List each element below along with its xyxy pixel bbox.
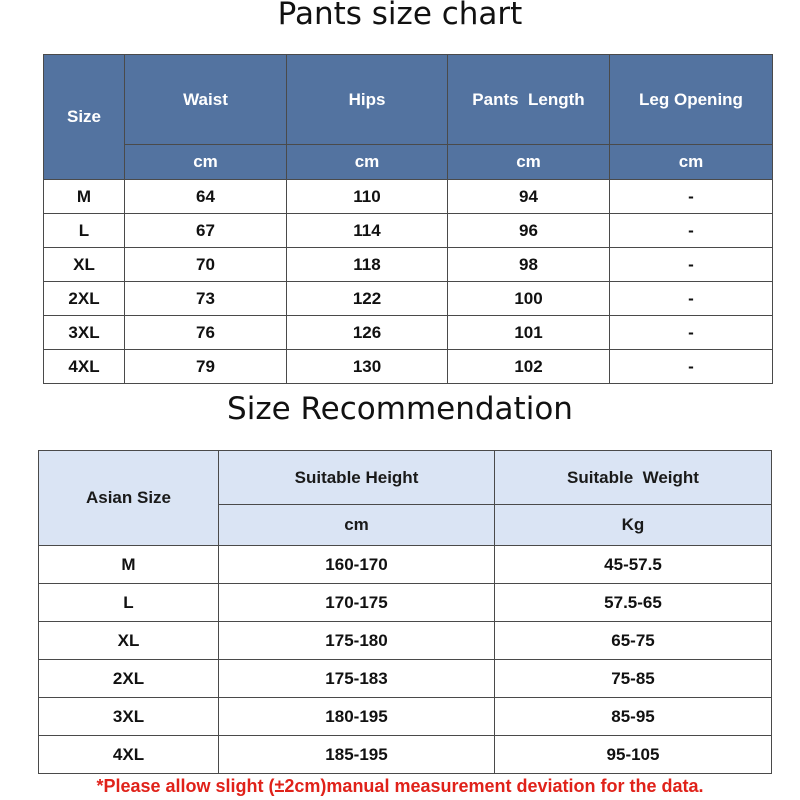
height-cell: 170-175 xyxy=(219,584,495,622)
waist-unit: cm xyxy=(125,145,287,180)
leg-opening-cell: - xyxy=(610,214,773,248)
table-row xyxy=(39,584,772,622)
asian-size-column-header: Asian Size xyxy=(39,451,219,546)
pants-length-column-header: Pants Length xyxy=(448,55,610,145)
height-column-header: Suitable Height xyxy=(219,451,495,505)
weight-unit: Kg xyxy=(495,505,772,546)
table-row xyxy=(44,282,773,316)
size-cell: 2XL xyxy=(39,660,219,698)
size-cell: M xyxy=(44,180,125,214)
table-row xyxy=(39,736,772,774)
pants-length-cell: 94 xyxy=(448,180,610,214)
size-chart-title: Pants size chart xyxy=(277,0,523,32)
hips-unit: cm xyxy=(287,145,448,180)
table-row xyxy=(39,698,772,736)
waist-cell: 79 xyxy=(125,350,287,384)
leg-opening-cell: - xyxy=(610,316,773,350)
table-row xyxy=(44,248,773,282)
size-recommendation-table xyxy=(38,450,772,774)
weight-column-header: Suitable Weight xyxy=(495,451,772,505)
hips-cell: 122 xyxy=(287,282,448,316)
leg-opening-column-header: Leg Opening xyxy=(610,55,773,145)
size-cell: L xyxy=(39,584,219,622)
hips-cell: 118 xyxy=(287,248,448,282)
hips-cell: 110 xyxy=(287,180,448,214)
pants-length-cell: 101 xyxy=(448,316,610,350)
weight-cell: 85-95 xyxy=(495,698,772,736)
weight-cell: 65-75 xyxy=(495,622,772,660)
recommendation-title: Size Recommendation xyxy=(227,391,573,427)
table-row xyxy=(39,622,772,660)
hips-cell: 126 xyxy=(287,316,448,350)
waist-cell: 67 xyxy=(125,214,287,248)
size-cell: 4XL xyxy=(44,350,125,384)
weight-cell: 45-57.5 xyxy=(495,546,772,584)
size-cell: 3XL xyxy=(44,316,125,350)
height-cell: 175-183 xyxy=(219,660,495,698)
table-row xyxy=(44,180,773,214)
height-cell: 160-170 xyxy=(219,546,495,584)
hips-cell: 130 xyxy=(287,350,448,384)
table-row xyxy=(39,546,772,584)
size-cell: XL xyxy=(44,248,125,282)
leg-opening-cell: - xyxy=(610,248,773,282)
height-cell: 185-195 xyxy=(219,736,495,774)
pants-length-cell: 102 xyxy=(448,350,610,384)
measurement-deviation-note: *Please allow slight (±2cm)manual measurement deviation for the data. xyxy=(96,776,704,796)
size-cell: 4XL xyxy=(39,736,219,774)
waist-column-header: Waist xyxy=(125,55,287,145)
size-cell: L xyxy=(44,214,125,248)
weight-cell: 75-85 xyxy=(495,660,772,698)
table-row xyxy=(44,350,773,384)
leg-opening-unit: cm xyxy=(610,145,773,180)
table-row xyxy=(39,660,772,698)
leg-opening-cell: - xyxy=(610,350,773,384)
pants-length-unit: cm xyxy=(448,145,610,180)
pants-length-cell: 98 xyxy=(448,248,610,282)
size-cell: XL xyxy=(39,622,219,660)
height-unit: cm xyxy=(219,505,495,546)
leg-opening-cell: - xyxy=(610,180,773,214)
waist-cell: 73 xyxy=(125,282,287,316)
pants-length-cell: 96 xyxy=(448,214,610,248)
waist-cell: 76 xyxy=(125,316,287,350)
leg-opening-cell: - xyxy=(610,282,773,316)
waist-cell: 70 xyxy=(125,248,287,282)
pants-length-cell: 100 xyxy=(448,282,610,316)
size-cell: M xyxy=(39,546,219,584)
height-cell: 180-195 xyxy=(219,698,495,736)
table-row xyxy=(44,316,773,350)
height-cell: 175-180 xyxy=(219,622,495,660)
pants-size-table xyxy=(43,54,773,384)
weight-cell: 57.5-65 xyxy=(495,584,772,622)
hips-cell: 114 xyxy=(287,214,448,248)
hips-column-header: Hips xyxy=(287,55,448,145)
weight-cell: 95-105 xyxy=(495,736,772,774)
table-row xyxy=(44,214,773,248)
size-cell: 2XL xyxy=(44,282,125,316)
size-cell: 3XL xyxy=(39,698,219,736)
size-column-header: Size xyxy=(44,55,125,180)
waist-cell: 64 xyxy=(125,180,287,214)
